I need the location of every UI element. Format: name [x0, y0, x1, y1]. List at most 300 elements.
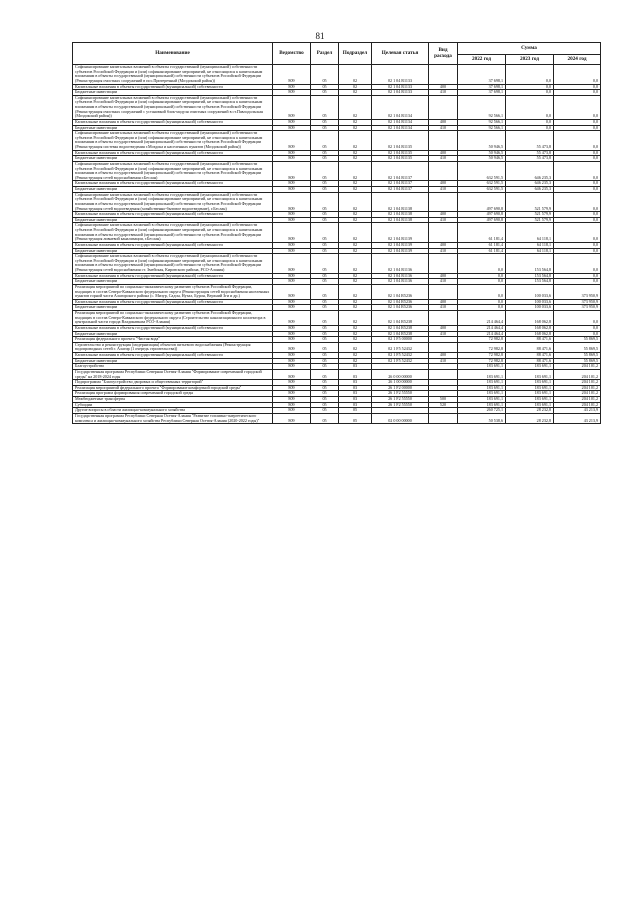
budget-table	[72, 42, 601, 424]
row-name: Софинансирование капитальных вложений в объекты государственной (муниципальной) собственности субъектов Российской Федерации и (или) софинансирование мероприятий, не относящихся к капитальным вложениям в объекты государственной (муниципальной) собственности субъектов Российской Федерации (Реконструкция сетей водоснабжения ст. Змейская, Кировского района, РСО-Алания)	[73, 254, 273, 274]
row-subsection: 02	[339, 223, 372, 243]
row-name: Бюджетные инвестиции	[73, 305, 273, 311]
row-section: 05	[311, 325, 339, 331]
row-subsection: 02	[339, 187, 372, 193]
table-row	[73, 369, 601, 379]
row-sum-2022: 37 698,1	[458, 84, 506, 90]
row-department: 809	[273, 187, 311, 193]
row-section: 05	[311, 369, 339, 379]
row-sum-2024: 55 869,5	[554, 342, 601, 352]
row-department: 809	[273, 311, 311, 326]
row-subsection: 03	[339, 402, 372, 408]
row-sum-2024: 55 869,5	[554, 337, 601, 343]
row-sum-2024: 0,0	[554, 187, 601, 193]
header-target-article: Целевая статья	[372, 43, 429, 65]
row-target-article: 02 1 04 R1136	[372, 254, 429, 274]
row-section: 05	[311, 337, 339, 343]
row-sum-2024: 0,0	[554, 119, 601, 125]
row-name: Бюджетные инвестиции	[73, 248, 273, 254]
row-sum-2023: 153 564,8	[506, 279, 554, 285]
row-subsection: 02	[339, 299, 372, 305]
row-section: 05	[311, 299, 339, 305]
row-sum-2023: 153 564,8	[506, 273, 554, 279]
row-sum-2024: 0,0	[554, 273, 601, 279]
row-department: 809	[273, 223, 311, 243]
row-expense-type: 400	[429, 299, 458, 305]
row-sum-2022: 497 690,8	[458, 212, 506, 218]
row-target-article: 02 1 04 R5238	[372, 311, 429, 326]
row-sum-2022: 92 566,1	[458, 119, 506, 125]
row-target-article: 02 1 F5 52432	[372, 353, 429, 359]
row-sum-2024: 0,0	[554, 131, 601, 151]
row-department: 809	[273, 242, 311, 248]
row-sum-2022: 497 690,8	[458, 217, 506, 223]
row-subsection: 02	[339, 161, 372, 181]
row-section: 05	[311, 358, 339, 364]
row-name: Реализация программ формирования современной городской среды	[73, 391, 273, 397]
row-section: 05	[311, 161, 339, 181]
row-subsection: 05	[339, 408, 372, 414]
row-name: Межбюджетные трансферты	[73, 397, 273, 403]
row-name: Бюджетные инвестиции	[73, 187, 273, 193]
row-target-article: 02 1 04 R1137	[372, 187, 429, 193]
table-row	[73, 192, 601, 212]
row-subsection: 02	[339, 212, 372, 218]
row-expense-type: 400	[429, 181, 458, 187]
row-sum-2023: 183 691,1	[506, 380, 554, 386]
row-sum-2022: 50 946,5	[458, 131, 506, 151]
row-department: 809	[273, 402, 311, 408]
row-target-article: 02 1 04 R1135	[372, 156, 429, 162]
row-expense-type	[429, 95, 458, 119]
row-target-article: 02 1 04 R1138	[372, 192, 429, 212]
row-subsection: 02	[339, 342, 372, 352]
row-sum-2023: 183 691,1	[506, 397, 554, 403]
row-subsection: 02	[339, 248, 372, 254]
row-section: 05	[311, 408, 339, 414]
row-name: Благоустройство	[73, 364, 273, 370]
row-expense-type: 410	[429, 187, 458, 193]
row-expense-type: 410	[429, 279, 458, 285]
row-sum-2024: 0,0	[554, 254, 601, 274]
row-sum-2023: 168 062,8	[506, 311, 554, 326]
row-subsection: 02	[339, 242, 372, 248]
row-sum-2023: 55 473,8	[506, 156, 554, 162]
row-target-article: 26 1 F2 55550	[372, 402, 429, 408]
row-department: 809	[273, 299, 311, 305]
row-section: 05	[311, 342, 339, 352]
row-section: 05	[311, 402, 339, 408]
row-sum-2022: 183 691,1	[458, 364, 506, 370]
row-sum-2022: 92 566,1	[458, 95, 506, 119]
row-department: 809	[273, 325, 311, 331]
header-expense-type: Вид расхода	[429, 43, 458, 65]
row-target-article: 02 1 04 R1136	[372, 273, 429, 279]
row-target-article: 02 1 04 R5236	[372, 284, 429, 299]
row-subsection: 02	[339, 331, 372, 337]
row-sum-2023: 0,0	[506, 125, 554, 131]
row-name: Бюджетные инвестиции	[73, 279, 273, 285]
row-sum-2022: 0,0	[458, 254, 506, 274]
row-name: Капитальные вложения в объекты государственной (муниципальной) собственности	[73, 299, 273, 305]
row-department: 809	[273, 181, 311, 187]
row-sum-2024: 0,0	[554, 84, 601, 90]
row-sum-2024: 373 950,9	[554, 284, 601, 299]
row-sum-2023: 100 033,6	[506, 305, 554, 311]
row-sum-2023: 100 033,6	[506, 284, 554, 299]
row-subsection: 02	[339, 353, 372, 359]
row-sum-2024: 55 869,5	[554, 353, 601, 359]
row-sum-2024: 0,0	[554, 279, 601, 285]
row-section: 05	[311, 84, 339, 90]
row-name: Бюджетные инвестиции	[73, 90, 273, 96]
row-name: Капитальные вложения в объекты государственной (муниципальной) собственности	[73, 150, 273, 156]
row-subsection: 05	[339, 413, 372, 423]
row-department: 809	[273, 337, 311, 343]
row-sum-2023: 646 235,3	[506, 161, 554, 181]
row-expense-type	[429, 413, 458, 423]
row-subsection: 02	[339, 125, 372, 131]
row-subsection: 03	[339, 369, 372, 379]
row-sum-2024: 373 950,9	[554, 305, 601, 311]
row-name: Софинансирование капитальных вложений в объекты государственной (муниципальной) собственности субъектов Российской Федерации и (или) софинансирование мероприятий, не относящихся к капитальным вложениям в объекты государственной (муниципальной) собственности субъектов Российской Федерации (Реконструкция сетей водоотведения (хозяйственно-бытовое водоотведение), г.Беслан)	[73, 192, 273, 212]
row-subsection: 02	[339, 131, 372, 151]
row-sum-2024: 0,0	[554, 125, 601, 131]
table-row	[73, 342, 601, 352]
row-subsection: 02	[339, 279, 372, 285]
row-sum-2024: 0,0	[554, 311, 601, 326]
row-name: Бюджетные инвестиции	[73, 125, 273, 131]
row-sum-2022: 0,0	[458, 284, 506, 299]
row-expense-type	[429, 342, 458, 352]
header-section: Раздел	[311, 43, 339, 65]
row-sum-2023: 183 691,1	[506, 369, 554, 379]
row-section: 05	[311, 242, 339, 248]
row-sum-2024: 204 101,2	[554, 364, 601, 370]
row-department: 809	[273, 380, 311, 386]
row-sum-2023: 0,0	[506, 84, 554, 90]
header-year-2023: 2023 год	[506, 55, 554, 65]
row-name: Бюджетные инвестиции	[73, 217, 273, 223]
row-sum-2022: 183 691,1	[458, 397, 506, 403]
row-section: 05	[311, 331, 339, 337]
row-expense-type: 410	[429, 248, 458, 254]
row-sum-2023: 100 033,6	[506, 299, 554, 305]
row-section: 05	[311, 119, 339, 125]
row-name: Капитальные вложения в объекты государственной (муниципальной) собственности	[73, 325, 273, 331]
row-sum-2022: 0,0	[458, 305, 506, 311]
row-sum-2023: 521 579,9	[506, 212, 554, 218]
row-sum-2023: 28 232,8	[506, 408, 554, 414]
row-subsection: 02	[339, 217, 372, 223]
row-target-article: 26 1 F2 00000	[372, 385, 429, 391]
row-department: 809	[273, 161, 311, 181]
row-section: 05	[311, 279, 339, 285]
row-expense-type	[429, 65, 458, 85]
row-sum-2024: 373 950,9	[554, 299, 601, 305]
row-sum-2024: 204 101,2	[554, 397, 601, 403]
row-target-article: 02 1 04 R1139	[372, 248, 429, 254]
row-target-article: 02 1 04 R1133	[372, 90, 429, 96]
row-sum-2023: 88 471,6	[506, 342, 554, 352]
row-section: 05	[311, 397, 339, 403]
row-target-article: 02 1 04 R1134	[372, 119, 429, 125]
row-target-article: 02 1 04 R1137	[372, 181, 429, 187]
row-expense-type	[429, 161, 458, 181]
row-name: Капитальные вложения в объекты государственной (муниципальной) собственности	[73, 353, 273, 359]
row-name: Софинансирование капитальных вложений в объекты государственной (муниципальной) собственности субъектов Российской Федерации и (или) софинансирование мероприятий, не относящихся к капитальным вложениям в объекты государственной (муниципальной) собственности субъектов Российской Федерации (Реконструкция очистных сооружений в пос.Притеречный (Моздокский район))	[73, 65, 273, 85]
row-section: 05	[311, 187, 339, 193]
header-row	[73, 43, 601, 55]
row-name: Капитальные вложения в объекты государственной (муниципальной) собственности	[73, 119, 273, 125]
row-department: 809	[273, 212, 311, 218]
row-section: 05	[311, 305, 339, 311]
header-sum: Сумма	[458, 43, 601, 55]
row-sum-2024: 0,0	[554, 325, 601, 331]
row-sum-2022: 72 982,8	[458, 353, 506, 359]
row-sum-2024: 0,0	[554, 161, 601, 181]
row-name: Реализация мероприятий по социально-экономическому развитию субъектов Российской Федерации, входящих в состав Северо-Кавказского федерального округа (Строительство канализационного коллектора в центральной части города Владикавказа РСО-Алания)	[73, 311, 273, 326]
row-sum-2022: 37 698,1	[458, 90, 506, 96]
row-department: 809	[273, 408, 311, 414]
row-section: 05	[311, 212, 339, 218]
row-section: 05	[311, 131, 339, 151]
row-sum-2023: 0,0	[506, 95, 554, 119]
row-department: 809	[273, 273, 311, 279]
row-subsection: 02	[339, 337, 372, 343]
row-target-article: 02 1 04 R5236	[372, 299, 429, 305]
row-sum-2023: 88 471,6	[506, 358, 554, 364]
row-sum-2022: 183 691,1	[458, 385, 506, 391]
row-sum-2022: 61 181,4	[458, 248, 506, 254]
row-expense-type	[429, 254, 458, 274]
row-name: Софинансирование капитальных вложений в объекты государственной (муниципальной) собственности субъектов Российской Федерации и (или) софинансирование мероприятий, не относящихся к капитальным вложениям в объекты государственной (муниципальной) собственности субъектов Российской Федерации (Реконструкция очистных сооружений с установкой блок-модуля очистных сооружений в ст.Павлодольская (Моздокский район))	[73, 95, 273, 119]
row-department: 809	[273, 254, 311, 274]
row-sum-2023: 55 473,8	[506, 150, 554, 156]
row-department: 809	[273, 358, 311, 364]
row-department: 809	[273, 217, 311, 223]
row-sum-2023: 521 579,9	[506, 192, 554, 212]
row-target-article: 02 1 04 R1135	[372, 131, 429, 151]
row-sum-2024: 43 213,9	[554, 413, 601, 423]
row-subsection: 02	[339, 254, 372, 274]
row-sum-2024: 204 101,2	[554, 369, 601, 379]
row-section: 05	[311, 181, 339, 187]
row-expense-type: 400	[429, 353, 458, 359]
row-sum-2023: 28 232,8	[506, 413, 554, 423]
row-section: 05	[311, 192, 339, 212]
row-sum-2024: 0,0	[554, 223, 601, 243]
row-section: 05	[311, 311, 339, 326]
row-department: 809	[273, 391, 311, 397]
row-department: 809	[273, 119, 311, 125]
row-subsection: 02	[339, 273, 372, 279]
table-row	[73, 65, 601, 85]
row-sum-2023: 183 691,1	[506, 402, 554, 408]
row-sum-2023: 64 118,1	[506, 223, 554, 243]
row-section: 05	[311, 95, 339, 119]
row-sum-2022: 183 691,1	[458, 391, 506, 397]
row-name: Реализация федерального проекта "Чистая вода"	[73, 337, 273, 343]
row-department: 809	[273, 331, 311, 337]
row-subsection: 02	[339, 311, 372, 326]
row-sum-2023: 0,0	[506, 65, 554, 85]
row-department: 809	[273, 385, 311, 391]
row-sum-2022: 50 946,5	[458, 150, 506, 156]
row-department: 809	[273, 305, 311, 311]
row-subsection: 02	[339, 156, 372, 162]
row-section: 05	[311, 223, 339, 243]
row-sum-2023: 168 062,8	[506, 331, 554, 337]
row-department: 809	[273, 413, 311, 423]
row-target-article: 26 0 00 00000	[372, 369, 429, 379]
row-expense-type	[429, 223, 458, 243]
row-section: 05	[311, 248, 339, 254]
row-section: 05	[311, 90, 339, 96]
row-sum-2022: 72 982,8	[458, 358, 506, 364]
row-sum-2024: 0,0	[554, 248, 601, 254]
row-sum-2024: 0,0	[554, 95, 601, 119]
row-sum-2022: 183 691,1	[458, 369, 506, 379]
row-name: Капитальные вложения в объекты государственной (муниципальной) собственности	[73, 273, 273, 279]
row-section: 05	[311, 353, 339, 359]
row-expense-type: 410	[429, 217, 458, 223]
row-department: 809	[273, 90, 311, 96]
row-sum-2024: 204 101,2	[554, 385, 601, 391]
row-name: Софинансирование капитальных вложений в объекты государственной (муниципальной) собственности субъектов Российской Федерации и (или) софинансирование мероприятий, не относящихся к капитальным вложениям в объекты государственной (муниципальной) собственности субъектов Российской Федерации (Реконструкция ливневой канализации, г.Беслан)	[73, 223, 273, 243]
row-sum-2022: 50 538,6	[458, 413, 506, 423]
row-expense-type	[429, 311, 458, 326]
row-name: Реализация мероприятий по социально-экономическому развитию субъектов Российской Федерации, входящих в состав Северо-Кавказского федерального округа (Реконструкция сетей водоснабжения населенных пунктов горной части Алагирского района (с. Мизур, Садон, Нузал, Бурон, Верхний Зги и др.)	[73, 284, 273, 299]
row-section: 05	[311, 125, 339, 131]
row-target-article: 02 1 04 R1139	[372, 242, 429, 248]
row-section: 05	[311, 391, 339, 397]
row-subsection: 02	[339, 119, 372, 125]
row-target-article: 26 1 F2 55550	[372, 391, 429, 397]
row-target-article: 26 1 00 00000	[372, 380, 429, 386]
row-name: Капитальные вложения в объекты государственной (муниципальной) собственности	[73, 181, 273, 187]
row-sum-2024: 0,0	[554, 242, 601, 248]
row-expense-type	[429, 192, 458, 212]
row-sum-2023: 0,0	[506, 90, 554, 96]
row-expense-type	[429, 369, 458, 379]
row-expense-type	[429, 284, 458, 299]
row-sum-2024: 204 101,2	[554, 402, 601, 408]
row-name: Подпрограмма "Благоустройство дворовых и общественных территорий"	[73, 380, 273, 386]
row-target-article: 02 1 04 R1135	[372, 150, 429, 156]
row-sum-2024: 0,0	[554, 65, 601, 85]
row-section: 05	[311, 217, 339, 223]
row-name: Бюджетные инвестиции	[73, 331, 273, 337]
row-department: 809	[273, 369, 311, 379]
row-sum-2022: 183 691,1	[458, 380, 506, 386]
row-sum-2022: 497 690,8	[458, 192, 506, 212]
row-name: Другие вопросы в области жилищно-коммунального хозяйства	[73, 408, 273, 414]
row-name: Бюджетные инвестиции	[73, 358, 273, 364]
row-subsection: 02	[339, 358, 372, 364]
row-sum-2023: 55 473,8	[506, 131, 554, 151]
row-target-article: 02 1 F5 52432	[372, 358, 429, 364]
row-sum-2024: 0,0	[554, 90, 601, 96]
row-sum-2022: 260 725,1	[458, 408, 506, 414]
row-sum-2023: 168 062,8	[506, 325, 554, 331]
row-name: Софинансирование капитальных вложений в объекты государственной (муниципальной) собственности субъектов Российской Федерации и (или) софинансирование мероприятий, не относящихся к капитальным вложениям в объекты государственной (муниципальной) собственности субъектов Российской Федерации (Реконструкция системы водоотведения г.Моздока и населенных пунктов (Моздокский район))	[73, 131, 273, 151]
row-sum-2022: 72 982,8	[458, 337, 506, 343]
row-target-article: 02 1 04 R1134	[372, 95, 429, 119]
row-department: 809	[273, 353, 311, 359]
table-row	[73, 223, 601, 243]
row-name: Капитальные вложения в объекты государственной (муниципальной) собственности	[73, 242, 273, 248]
row-sum-2023: 646 235,3	[506, 181, 554, 187]
row-expense-type: 410	[429, 125, 458, 131]
row-subsection: 02	[339, 305, 372, 311]
row-expense-type: 400	[429, 150, 458, 156]
row-target-article: 02 1 F5 00000	[372, 337, 429, 343]
row-section: 05	[311, 385, 339, 391]
row-target-article: 02 1 04 R5238	[372, 325, 429, 331]
row-sum-2023: 64 118,1	[506, 248, 554, 254]
row-section: 05	[311, 254, 339, 274]
table-row	[73, 311, 601, 326]
row-sum-2024: 204 101,2	[554, 380, 601, 386]
row-subsection: 02	[339, 325, 372, 331]
row-target-article: 02 1 04 R1138	[372, 212, 429, 218]
row-sum-2023: 521 579,9	[506, 217, 554, 223]
row-sum-2022: 183 691,1	[458, 402, 506, 408]
row-expense-type: 400	[429, 119, 458, 125]
row-name: Государственная программа Республики Северная Осетия-Алания "Формирование современной городской среды" на 2018-2024 годы	[73, 369, 273, 379]
row-target-article: 02 1 04 R1136	[372, 279, 429, 285]
row-section: 05	[311, 364, 339, 370]
row-sum-2024: 0,0	[554, 212, 601, 218]
row-expense-type: 400	[429, 273, 458, 279]
header-subsection: Подраздел	[339, 43, 372, 65]
row-sum-2022: 214 464,4	[458, 331, 506, 337]
header-department: Ведомство	[273, 43, 311, 65]
row-target-article: 26 1 F2 55550	[372, 397, 429, 403]
row-department: 809	[273, 84, 311, 90]
row-target-article: 02 0 00 00000	[372, 413, 429, 423]
table-row	[73, 413, 601, 423]
row-subsection: 03	[339, 391, 372, 397]
row-name: Капитальные вложения в объекты государственной (муниципальной) собственности	[73, 84, 273, 90]
row-target-article: 02 1 04 R1134	[372, 125, 429, 131]
row-sum-2023: 183 691,1	[506, 385, 554, 391]
row-subsection: 02	[339, 84, 372, 90]
row-sum-2022: 92 566,1	[458, 125, 506, 131]
row-subsection: 02	[339, 192, 372, 212]
row-department: 809	[273, 150, 311, 156]
row-department: 809	[273, 284, 311, 299]
row-department: 809	[273, 279, 311, 285]
row-sum-2022: 632 591,5	[458, 161, 506, 181]
row-sum-2022: 0,0	[458, 299, 506, 305]
row-subsection: 03	[339, 380, 372, 386]
page-number: 81	[315, 31, 325, 41]
row-name: Строительство и реконструкция (модернизация) объектов питьевого водоснабжения (Реконструкция водопроводных сетей г. Алагир (1 очередь строительства))	[73, 342, 273, 352]
row-name: Субсидии	[73, 402, 273, 408]
row-expense-type: 410	[429, 90, 458, 96]
row-sum-2022: 50 946,5	[458, 156, 506, 162]
header-year-2024: 2024 год	[554, 55, 601, 65]
row-expense-type: 410	[429, 331, 458, 337]
row-subsection: 03	[339, 364, 372, 370]
row-expense-type: 400	[429, 325, 458, 331]
row-sum-2024: 55 869,5	[554, 358, 601, 364]
row-subsection: 02	[339, 150, 372, 156]
table-row	[73, 95, 601, 119]
row-name: Реализация мероприятий федерального проекта "Формирование комфортной городской среды"	[73, 385, 273, 391]
